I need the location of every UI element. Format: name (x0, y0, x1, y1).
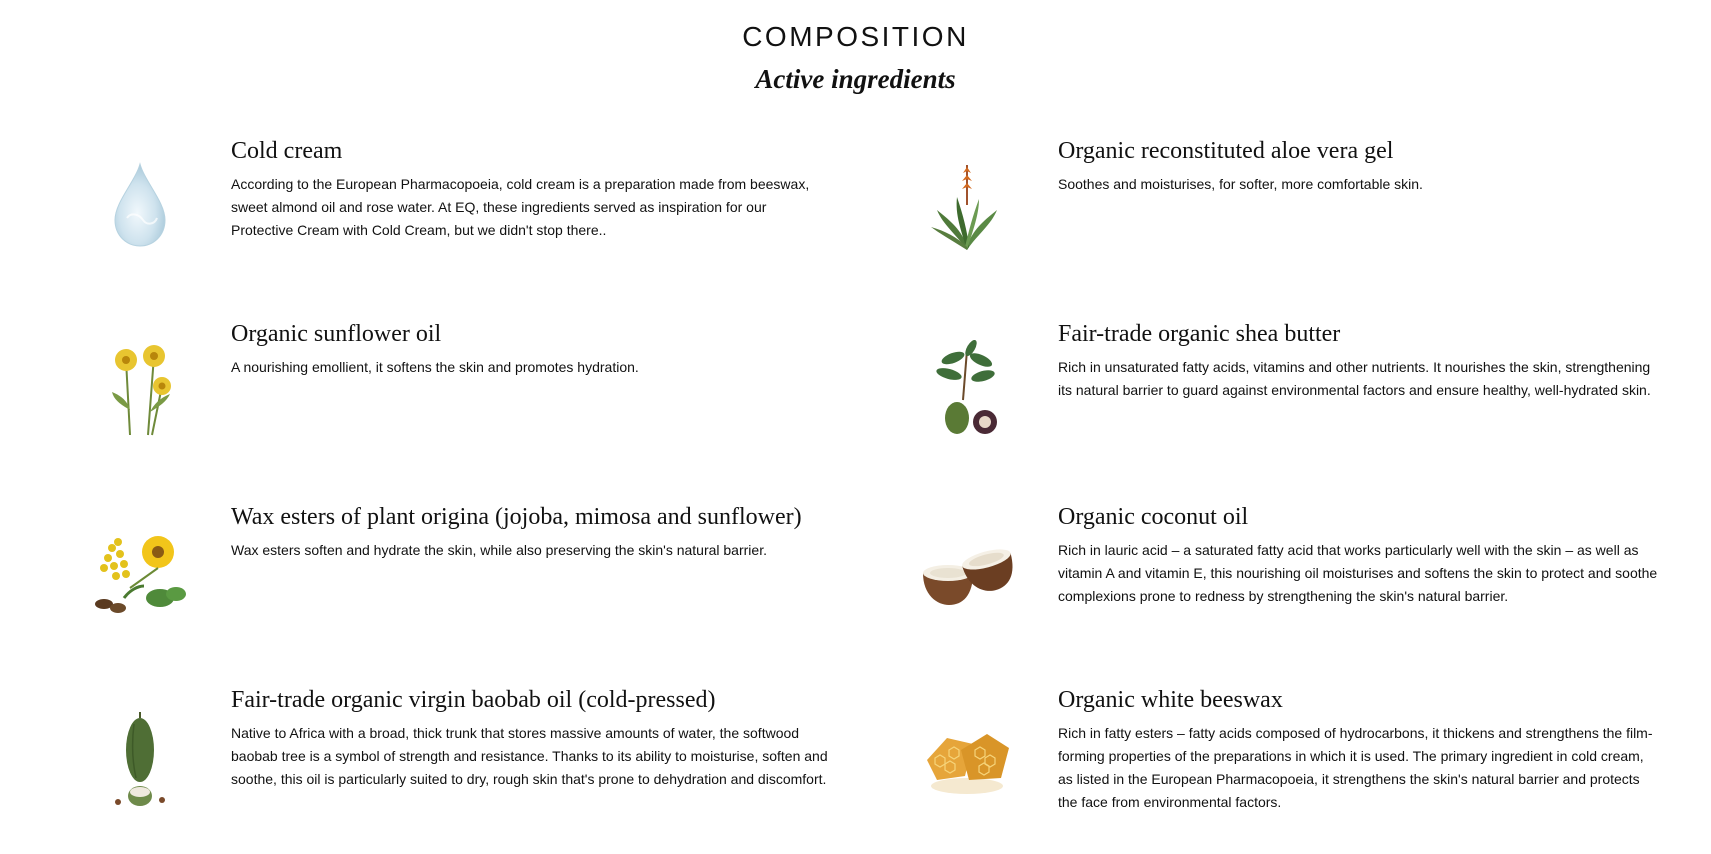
page-title: COMPOSITION (742, 21, 969, 52)
ingredient-name: Fair-trade organic shea butter (1058, 321, 1341, 347)
ingredient-description: Rich in fatty esters – fatty acids composed of hydrocarbons, it thickens and strengthens the film-forming properties of the preparations in which it is used. The primary ingredient in cold cream, as listed in the European Pharmacopoeia, it strengthens the skin's natural barrier and protects the face from environmental factors. (1058, 725, 1653, 810)
mimosa-sunflower-icon (85, 518, 195, 628)
ingredient-name: Organic white beeswax (1058, 687, 1283, 713)
water-drop-icon (85, 150, 195, 260)
baobab-fruit-icon (85, 705, 195, 815)
ingredient-name: Fair-trade organic virgin baobab oil (cold-pressed) (231, 687, 716, 713)
page-subtitle: Active ingredients (755, 64, 956, 94)
ingredient-description: Wax esters soften and hydrate the skin, while also preserving the skin's natural barrier. (231, 542, 767, 558)
ingredient-name: Cold cream (231, 138, 343, 164)
ingredient-name: Organic sunflower oil (231, 321, 442, 347)
honeycomb-icon (912, 705, 1022, 815)
sunflower-icon (85, 335, 195, 445)
shea-plant-icon (912, 335, 1022, 445)
ingredient-description: Soothes and moisturises, for softer, more comfortable skin. (1058, 176, 1423, 192)
ingredient-description: Rich in lauric acid – a saturated fatty acid that works particularly well with the skin – as well as vitamin A and vitamin E, this nourishing oil moisturises and softens the skin to protect and soothe complexions prone to redness by strengthening the skin's natural barrier. (1058, 542, 1658, 604)
ingredient-name: Organic reconstituted aloe vera gel (1058, 138, 1394, 164)
ingredient-description: Native to Africa with a broad, thick trunk that stores massive amounts of water, the softwood baobab tree is a symbol of strength and resistance. Thanks to its ability to moisturise, soften and soothe, this oil is particularly suited to dry, rough skin that's prone to dehydration and discomfort. (231, 725, 828, 787)
ingredient-description: Rich in unsaturated fatty acids, vitamins and other nutrients. It nourishes the skin, strengthening its natural barrier to guard against environmental factors and ensure healthy, well-hydrated skin. (1058, 359, 1651, 398)
ingredient-description: According to the European Pharmacopoeia, cold cream is a preparation made from beeswax, sweet almond oil and rose water. At EQ, these ingredients served as inspiration for our Protective Cream with Cold Cream, but we didn't stop there.. (231, 176, 810, 238)
ingredient-name: Wax esters of plant origina (jojoba, mimosa and sunflower) (231, 504, 802, 530)
ingredient-name: Organic coconut oil (1058, 504, 1249, 530)
ingredient-description: A nourishing emollient, it softens the skin and promotes hydration. (231, 359, 639, 375)
coconut-icon (912, 518, 1022, 628)
aloe-vera-icon (912, 150, 1022, 260)
